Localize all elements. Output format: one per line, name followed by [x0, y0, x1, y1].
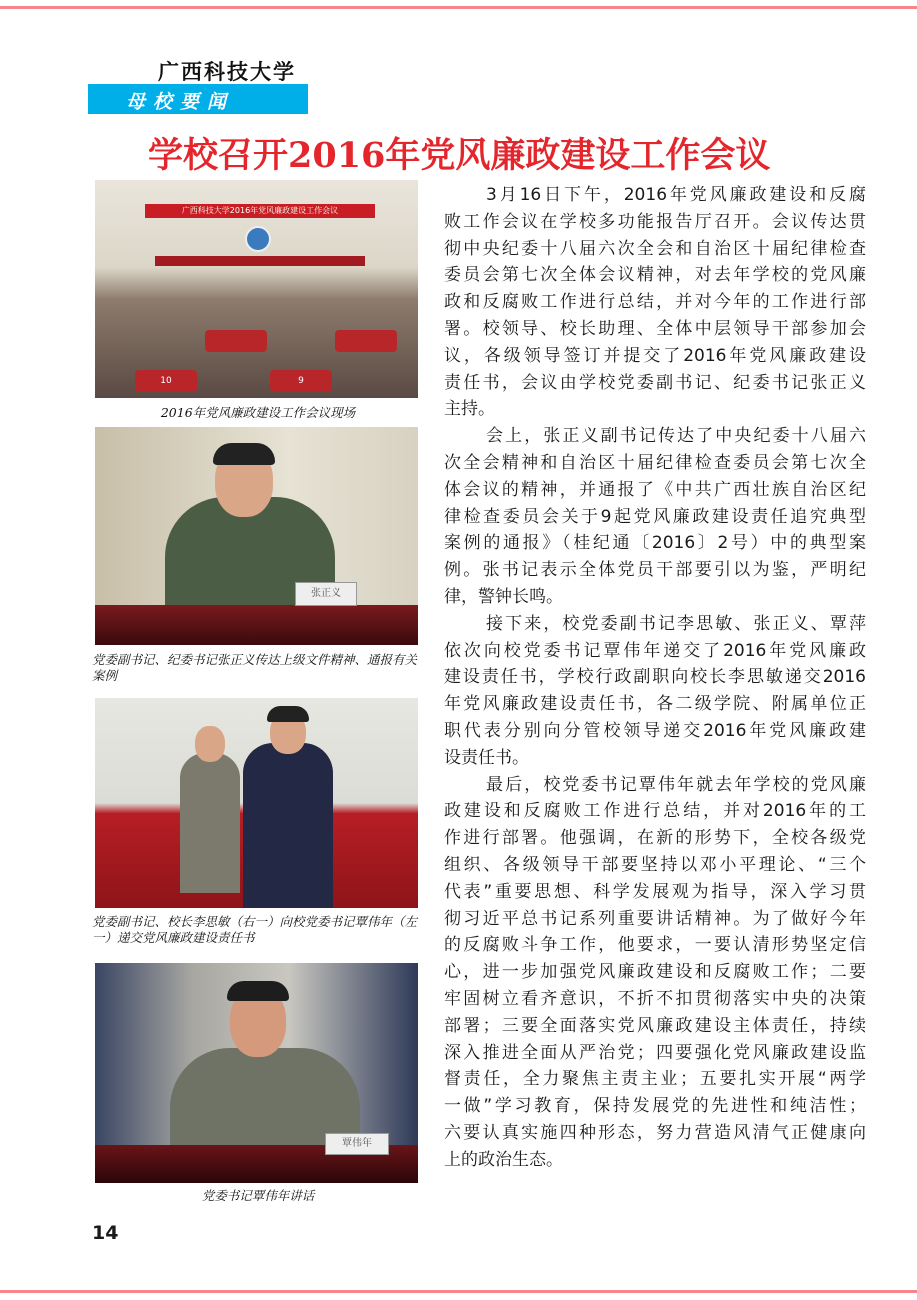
paragraph-line: 署。校领导、校长助理、全体中层领导干部参加会 — [444, 318, 866, 339]
seat-number: 10 — [135, 370, 197, 392]
photo-caption: 党委副书记、纪委书记张正义传达上级文件精神、通报有关案例 — [92, 652, 418, 683]
paragraph-line: 六要认真实施四种形态，努力营造风清气正健康向 — [444, 1122, 866, 1143]
photo-handover — [95, 698, 418, 908]
person-right — [243, 743, 333, 908]
article-title: 学校召开2016年党风廉政建设工作会议 — [148, 135, 771, 176]
paragraph-line: 依次向校党委书记覃伟年递交了2016年党风廉政 — [444, 640, 866, 661]
photo-qin-speech — [95, 963, 418, 1183]
seat — [205, 330, 267, 352]
paragraph-line: 设责任书。 — [444, 747, 529, 768]
paragraph-line: 督责任，全力聚焦主责主业；五要扎实开展“两学 — [444, 1069, 866, 1090]
paragraph-line: 败工作会议在学校多功能报告厅召开。会议传达贯 — [444, 211, 866, 232]
person-left — [180, 753, 240, 893]
person-hair — [213, 443, 275, 465]
paragraph-line: 组织、各级领导干部要坚持以邓小平理论、“三个 — [444, 854, 866, 875]
paragraph-line: 律，警钟长鸣。 — [444, 586, 563, 607]
photo-meeting-hall — [95, 180, 418, 398]
paragraph-line: 会上，张正义副书记传达了中央纪委十八届六 — [486, 426, 866, 447]
section-label: 母校要闻 — [126, 91, 235, 113]
person-right-hair — [267, 706, 309, 722]
paragraph-line: 律检查委员会关于9起党风廉政建设责任追究典型 — [444, 506, 866, 527]
photo-caption: 党委副书记、校长李思敏（右一）向校党委书记覃伟年（左一）递交党风廉政建设责任书 — [92, 914, 418, 945]
paragraph-line: 年党风廉政建设责任书，各二级学院、附属单位正 — [444, 694, 866, 715]
nameplate: 覃伟年 — [325, 1133, 389, 1155]
paragraph-line: 例。张书记表示全体党员干部要引以为鉴，严明纪 — [444, 560, 866, 581]
paragraph-line: 代表”重要思想、科学发展观为指导，深入学习贯 — [444, 881, 866, 902]
section-banner — [88, 84, 308, 114]
paragraph-line: 案例的通报》（桂纪通〔2016〕2号）中的典型案 — [444, 533, 866, 554]
photo-caption: 党委书记覃伟年讲话 — [201, 1188, 315, 1203]
paragraph-line: 体会议的精神，并通报了《中共广西壮族自治区纪 — [444, 479, 866, 500]
seat-number: 9 — [270, 370, 332, 392]
paragraph-line: 接下来，校党委副书记李思敏、张正义、覃萍 — [486, 613, 866, 634]
paragraph-line: 建设责任书，学校行政副职向校长李思敏递交2016 — [444, 667, 866, 688]
paragraph-line: 责任书，会议由学校党委副书记、纪委书记张正义 — [444, 372, 866, 393]
paragraph-line: 深入推进全面从严治党；四要强化党风廉政建设监 — [444, 1042, 866, 1063]
school-name: 广西科技大学 — [158, 59, 296, 84]
paragraph-line: 作进行部署。他强调，在新的形势下，全校各级党 — [444, 828, 866, 849]
paragraph-line: 主持。 — [444, 399, 495, 420]
person-hair — [227, 981, 289, 1001]
seat — [335, 330, 397, 352]
nameplate: 张正义 — [295, 582, 357, 606]
meeting-banner: 广西科技大学2016年党风廉政建设工作会议 — [145, 204, 375, 218]
paragraph-line: 最后，校党委书记覃伟年就去年学校的党风廉 — [486, 774, 866, 795]
paragraph-line: 3月16日下午，2016年党风廉政建设和反腐 — [486, 185, 866, 205]
paragraph-line: 上的政治生态。 — [444, 1149, 563, 1170]
paragraph-line: 牢固树立看齐意识，不折不扣贯彻落实中央的决策 — [444, 988, 866, 1009]
paragraph-line: 议，各级领导签订并提交了2016年党风廉政建设 — [444, 345, 866, 366]
paragraph-line: 部署；三要全面落实党风廉政建设主体责任，持续 — [444, 1015, 866, 1036]
page-number: 14 — [92, 1222, 119, 1244]
paragraph-line: 彻习近平总书记系列重要讲话精神。为了做好今年 — [444, 908, 866, 929]
desk — [95, 605, 418, 645]
top-rule — [0, 6, 917, 9]
paragraph-line: 的反腐败斗争工作，他要求，一要认清形势坚定信 — [444, 935, 866, 956]
paragraph-line: 职代表分别向分管校领导递交2016年党风廉政建 — [444, 720, 866, 741]
photo-caption: 2016年党风廉政建设工作会议现场 — [160, 405, 356, 420]
paragraph-line: 政和反腐败工作进行总结，并对今年的工作进行部 — [444, 292, 866, 313]
school-emblem — [245, 226, 271, 252]
paragraph-line: 次全会精神和自治区十届纪律检查委员会第七次全 — [444, 452, 866, 473]
article-body — [444, 182, 866, 1173]
paragraph-line: 委员会第七次全体会议精神，对去年学校的党风廉 — [444, 265, 866, 286]
photo-zhang-speech — [95, 427, 418, 645]
stage — [155, 256, 365, 266]
paragraph-line: 政建设和反腐败工作进行总结，并对2016年的工 — [444, 801, 866, 822]
paragraph-line: 彻中央纪委十八届六次全会和自治区十届纪律检查 — [444, 238, 866, 259]
person-left-head — [195, 726, 225, 762]
paragraph-line: 心，进一步加强党风廉政建设和反腐败工作；二要 — [444, 962, 866, 983]
bottom-rule — [0, 1290, 917, 1293]
paragraph-line: 一做”学习教育，保持发展党的先进性和纯洁性； — [444, 1096, 866, 1117]
